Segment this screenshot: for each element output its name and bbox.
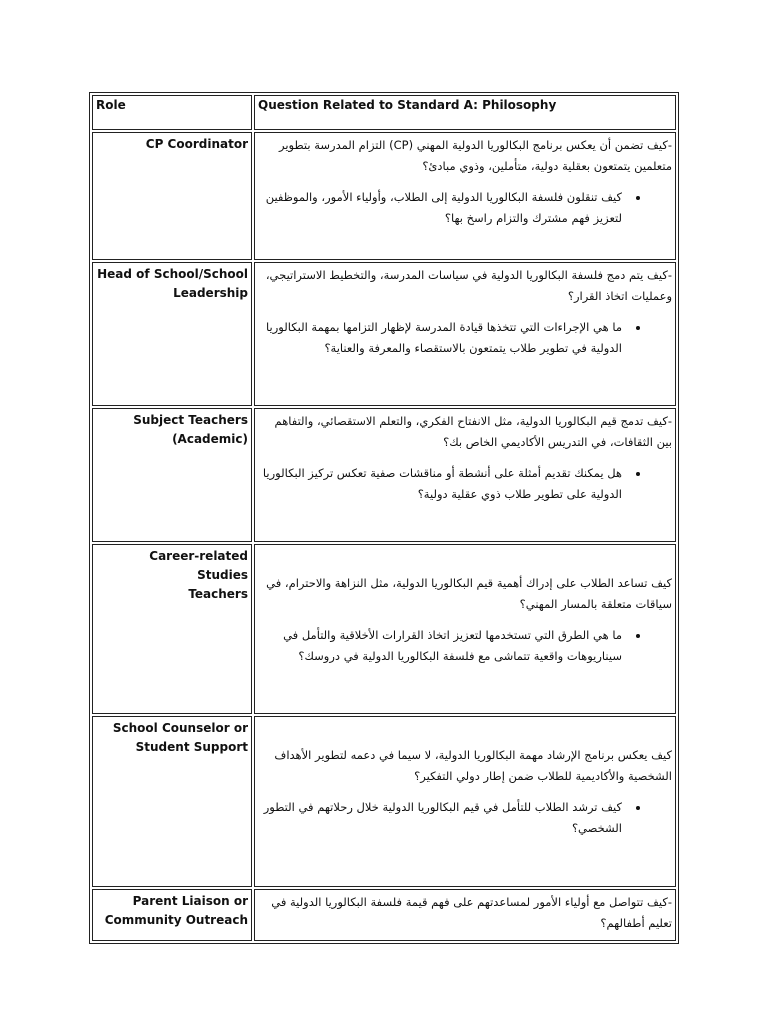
question-cell bbox=[254, 132, 676, 260]
bullet-item: • هل يمكنك تقديم أمثلة على أنشطة أو مناقشات صفية تعكس تركيز البكالوريا الدولية على تطوير طلاب ذوي عقلية دولية؟ bbox=[258, 463, 626, 505]
bullet-item: • كيف تنقلون فلسفة البكالوريا الدولية إلى الطلاب، وأولياء الأمور، والموظفين لتعزيز فهم مشترك والتزام راسخ بها؟ bbox=[258, 187, 626, 229]
role-label: Teachers bbox=[188, 587, 248, 601]
role-label: Subject Teachers bbox=[133, 413, 248, 427]
role-cell bbox=[92, 889, 252, 941]
role-label: Head of School/School bbox=[97, 267, 248, 281]
bullet-list bbox=[258, 797, 672, 839]
question-cell bbox=[254, 262, 676, 406]
question-cell bbox=[254, 408, 676, 542]
bullet-item: • ما هي الإجراءات التي تتخذها قيادة المدرسة لإظهار التزامها بمهمة البكالوريا الدولية في تطوير طلاب يتمتعون بالاستقصاء والمعرفة والعناية؟ bbox=[258, 317, 626, 359]
question-cell bbox=[254, 544, 676, 714]
question-text: كيف يعكس برنامج الإرشاد مهمة البكالوريا الدولية، لا سيما في دعمه لتطوير الأهداف الشخصية والأكاديمية للطلاب ضمن إطار دولي التفكير؟ bbox=[274, 748, 672, 783]
table-row bbox=[92, 544, 676, 714]
header-role: Role bbox=[92, 95, 252, 130]
bullet-list bbox=[258, 463, 672, 505]
role-cell bbox=[92, 132, 252, 260]
role-label: (Academic) bbox=[172, 432, 248, 446]
role-label: Student Support bbox=[135, 740, 248, 754]
role-label: School Counselor or bbox=[112, 721, 248, 735]
bullet-list bbox=[258, 625, 672, 667]
question-cell bbox=[254, 889, 676, 941]
question-text: كيف تساعد الطلاب على إدراك أهمية قيم البكالوريا الدولية، مثل النزاهة والاحترام، في سياقات متعلقة بالمسار المهني؟ bbox=[266, 576, 672, 611]
role-label: Leadership bbox=[173, 286, 248, 300]
bullet-list bbox=[258, 187, 672, 229]
bullet-item: • كيف ترشد الطلاب للتأمل في قيم البكالوريا الدولية خلال رحلاتهم في التطور الشخصي؟ bbox=[258, 797, 626, 839]
role-cell bbox=[92, 544, 252, 714]
table-row bbox=[92, 716, 676, 887]
role-label: Parent Liaison or bbox=[132, 894, 248, 908]
table-row bbox=[92, 408, 676, 542]
header-question: Question Related to Standard A: Philosophy bbox=[254, 95, 676, 130]
role-label: Career-related Studies bbox=[149, 549, 248, 582]
bullet-item: • ما هي الطرق التي تستخدمها لتعزيز اتخاذ القرارات الأخلاقية والتأمل في سيناريوهات واقعية تتماشى مع فلسفة البكالوريا الدولية في دروسك؟ bbox=[258, 625, 626, 667]
question-text: -كيف تدمج قيم البكالوريا الدولية، مثل الانفتاح الفكري، والتعلم الاستقصائي، والتفاهم بين الثقافات، في التدريس الأكاديمي الخاص بك؟ bbox=[274, 414, 672, 449]
table-row bbox=[92, 889, 676, 941]
question-text: -كيف يتم دمج فلسفة البكالوريا الدولية في سياسات المدرسة، والتخطيط الاستراتيجي، وعمليات اتخاذ القرار؟ bbox=[265, 268, 672, 303]
role-cell bbox=[92, 716, 252, 887]
table-row bbox=[92, 262, 676, 406]
table-header-row bbox=[92, 95, 676, 130]
role-cell bbox=[92, 262, 252, 406]
question-cell bbox=[254, 716, 676, 887]
question-text: -كيف تضمن أن يعكس برنامج البكالوريا الدولية المهني (CP) التزام المدرسة بتطوير متعلمين يتمتعون بعقلية دولية، متأملين، وذوي مبادئ؟ bbox=[279, 138, 672, 173]
standard-a-table bbox=[89, 92, 679, 944]
role-cell bbox=[92, 408, 252, 542]
table-row bbox=[92, 132, 676, 260]
role-label: CP Coordinator bbox=[145, 137, 248, 151]
bullet-list bbox=[258, 317, 672, 359]
role-label: Community Outreach bbox=[104, 913, 248, 927]
question-text: -كيف تتواصل مع أولياء الأمور لمساعدتهم على فهم قيمة فلسفة البكالوريا الدولية في تعليم أطفالهم؟ bbox=[271, 895, 672, 930]
